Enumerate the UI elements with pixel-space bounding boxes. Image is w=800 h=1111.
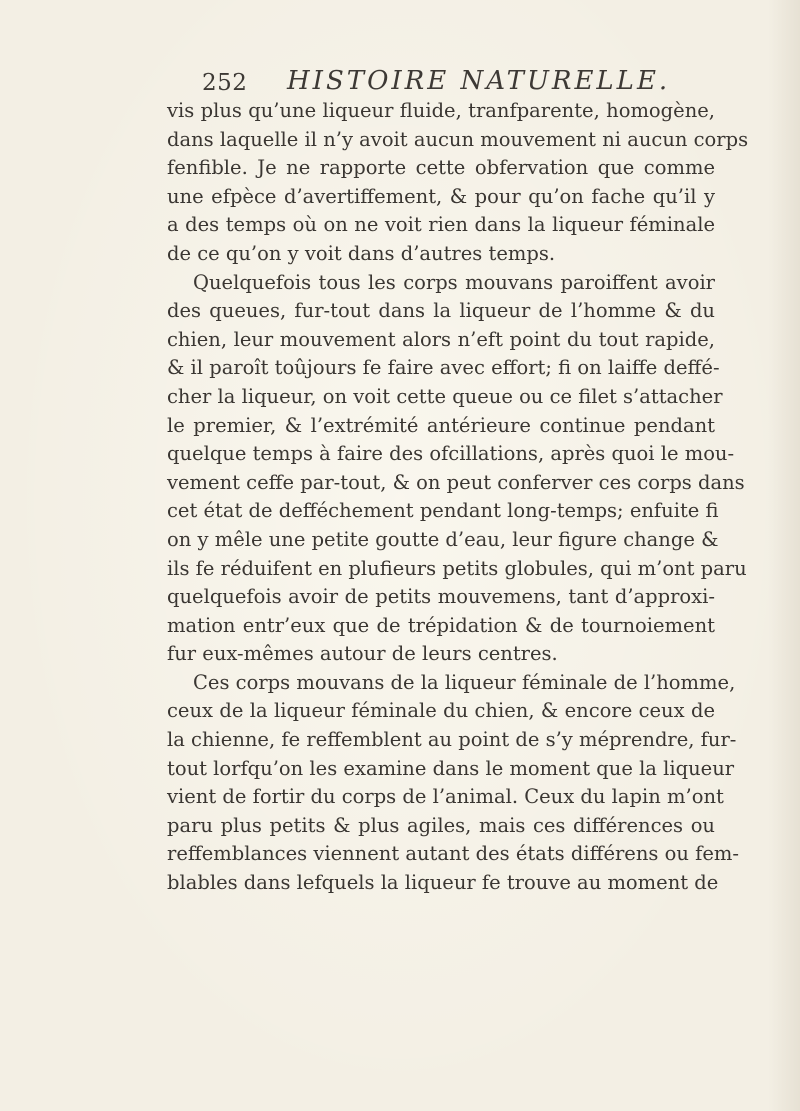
text-line: vient de fortir du corps de l’animal. Ceux du lapin m’ont (167, 785, 724, 809)
page-number: 252 (202, 70, 248, 96)
text-line: mation entr’eux que de trépidation & de tournoiement (167, 613, 715, 637)
text-line: tout lorfqu’on les examine dans le moment que la liqueur (167, 756, 735, 780)
text-line: reffemblances viennent autant des états différens ou fem- (167, 842, 739, 866)
text-line: la chienne, fe reffemblent au point de s’y méprendre, fur- (167, 728, 737, 752)
text-line: une efpèce d’avertiffement, & pour qu’on fache qu’il y (167, 184, 715, 208)
text-line: ils fe réduifent en plufieurs petits globules, qui m’ont paru (167, 556, 747, 580)
text-line-indented: Ces corps mouvans de la liqueur féminale de l’homme, (193, 670, 736, 694)
text-line: on y mêle une petite goutte d’eau, leur figure change & (167, 527, 719, 551)
text-line: a des temps où on ne voit rien dans la liqueur féminale (167, 213, 715, 237)
text-line: blables dans lefquels la liqueur fe trouve au moment de (167, 871, 719, 895)
text-line: paru plus petits & plus agiles, mais ces différences ou (167, 813, 715, 837)
text-line: & il paroît toûjours fe faire avec effort; fi on laiffe deffé- (167, 356, 720, 380)
text-line: de ce qu’on y voit dans d’autres temps. (167, 241, 556, 265)
text-line: fur eux-mêmes autour de leurs centres. (167, 642, 558, 666)
text-line-indented: Quelquefois tous les corps mouvans paroiffent avoir (193, 270, 715, 294)
text-line: fenfible. Je ne rapporte cette obfervation que comme (167, 156, 715, 180)
text-line: quelque temps à faire des ofcillations, après quoi le mou- (167, 442, 735, 466)
text-line: cet état de defféchement pendant long-temps; enfuite fi (167, 499, 719, 523)
page-header (202, 66, 671, 100)
text-line: le premier, & l’extrémité antérieure continue pendant (167, 413, 715, 437)
text-line: vis plus qu’une liqueur fluide, tranfparente, homogène, (167, 99, 715, 122)
body-text (167, 97, 749, 898)
text-line: cher la liqueur, on voit cette queue ou ce filet s’attacher (167, 384, 723, 408)
text-line: vement ceffe par-tout, & on peut conferver ces corps dans (167, 470, 745, 494)
text-line: dans laquelle il n’y avoit aucun mouvement ni aucun corps (167, 127, 749, 151)
text-line: ceux de la liqueur féminale du chien, & encore ceux de (167, 699, 715, 723)
text-line: chien, leur mouvement alors n’eft point du tout rapide, (167, 327, 715, 351)
text-line: des queues, fur-tout dans la liqueur de l’homme & du (167, 299, 715, 323)
running-title: HISTOIRE NATURELLE. (287, 66, 671, 96)
text-line: quelquefois avoir de petits mouvemens, tant d’approxi- (167, 585, 715, 609)
